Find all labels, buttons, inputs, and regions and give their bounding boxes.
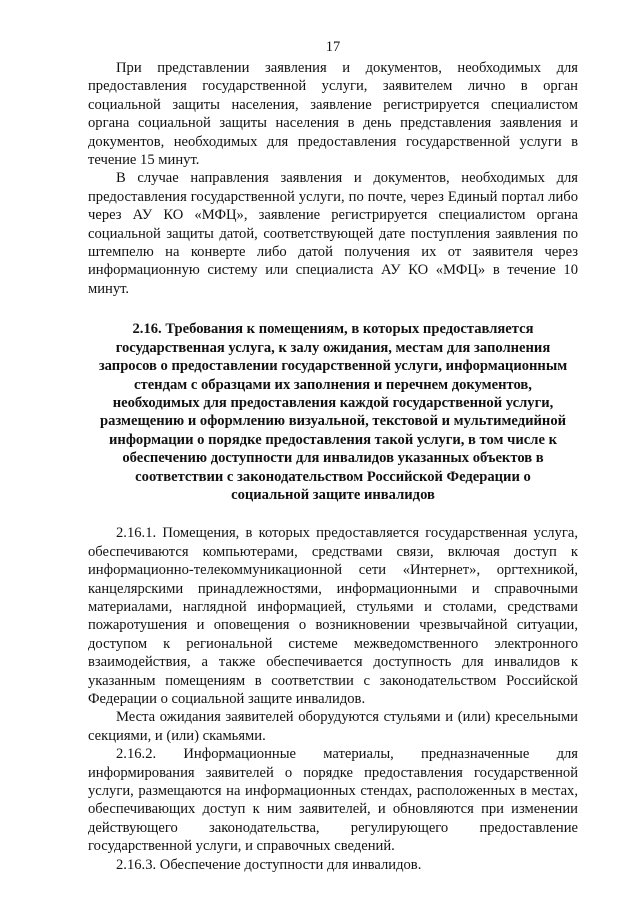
heading-line: информации о порядке предоставления такой услуги, в том числе к [109, 431, 557, 448]
paragraph-waiting-places: Места ожидания заявителей оборудуются стульями и (или) кресельными секциями, и (или) скамьями. [88, 709, 578, 744]
heading-line: соответствии с законодательством Российской Федерации о [135, 468, 531, 485]
heading-line: государственная услуга, к залу ожидания, местам для заполнения [115, 339, 551, 356]
heading-line: стендам с образцами их заполнения и перечнем документов, [134, 376, 532, 393]
paragraph-registration-in-person: При представлении заявления и документов, необходимых для предоставления государственной услуги, заявителем лично в орган социальной защиты населения, заявление регистрируется специалистом органа социальной защиты населения в день представления заявления и документов, необходимых для предоставления государственной услуги в течение 15 минут. [88, 60, 578, 169]
paragraph-registration-by-mail: В случае направления заявления и документов, необходимых для предоставления государственной услуги, по почте, через Единый портал либо через АУ КО «МФЦ», заявление регистрируется специалистом органа социальной защиты датой, соответствующей дате поступления заявления по штемпелю на конверте либо датой получения их от заявителя через информационную систему или специалиста АУ КО «МФЦ» в течение 10 минут. [88, 170, 578, 297]
paragraph-2-16-2: 2.16.2. Информационные материалы, предназначенные для информирования заявителей о порядке предоставления государственной услуги, размещаются на информационных стендах, расположенных в местах, обеспечивающих доступ к ним заявителей, и обновляются при изменении действующего законодательства, регулирующего предоставление государственной услуги, и справочных сведений. [88, 746, 578, 855]
heading-line: 2.16. Требования к помещениям, в которых предоставляется [132, 321, 534, 338]
page-number: 17 [325, 39, 341, 55]
paragraph-2-16-3: 2.16.3. Обеспечение доступности для инвалидов. [116, 856, 422, 873]
heading-line: социальной защите инвалидов [231, 486, 435, 503]
heading-line: запросов о предоставлении государственной услуги, информационным [98, 358, 568, 375]
document-page [88, 38, 578, 874]
heading-line: размещению и оформлению визуальной, текстовой и мультимедийной [99, 413, 567, 430]
heading-line: необходимых для предоставления каждой государственной услуги, [112, 394, 554, 411]
paragraph-2-16-1: 2.16.1. Помещения, в которых предоставляется государственная услуга, обеспечиваются компьютерами, средствами связи, включая доступ к информационно-телекоммуникационной сети «Интернет», оргтехникой, канцелярскими принадлежностями, информационными и справочными материалами, наглядной информацией, стульями и столами, средствами пожаротушения и оповещения о возникновении чрезвычайной ситуации, доступом к региональной системе межведомственного электронного взаимодействия, а также обеспечивается доступность для инвалидов к указанным помещениям в соответствии с законодательством Российской Федерации о социальной защите инвалидов. [88, 525, 578, 707]
section-heading-2-16 [88, 320, 578, 504]
heading-line: обеспечению доступности для инвалидов указанных объектов в [122, 450, 544, 467]
